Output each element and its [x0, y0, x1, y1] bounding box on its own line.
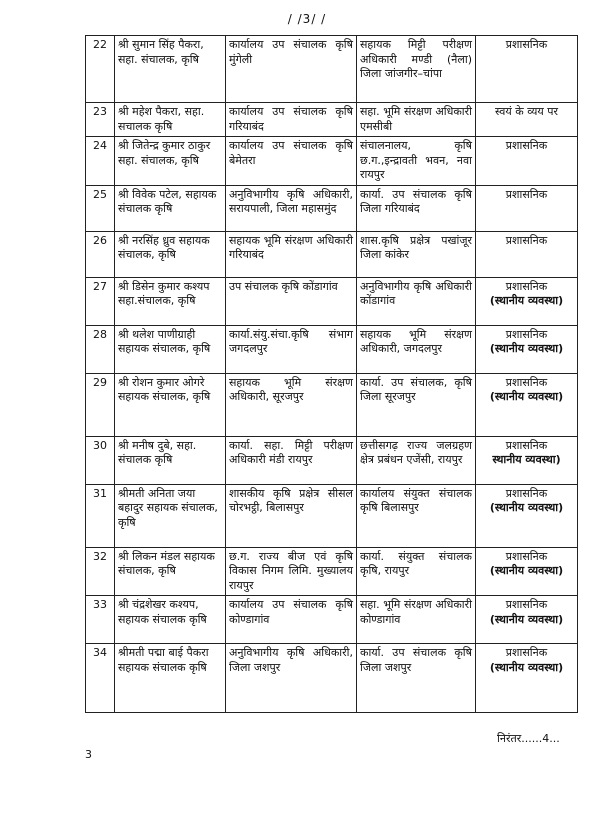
new-posting: सहा. भूमि संरक्षण अधिकारी एमसीबी — [357, 103, 476, 137]
reason-note: स्थानीय व्यवस्था) — [492, 453, 561, 466]
page-number: 3 — [85, 748, 92, 761]
reason-text: प्रशासनिक — [505, 486, 548, 500]
new-posting: अनुविभागीय कृषि अधिकारी कोंडागांव — [357, 277, 476, 325]
current-posting: शासकीय कृषि प्रक्षेत्र सीसल चोरभट्ठी, बिलासपुर — [226, 484, 357, 547]
serial-number: 30 — [86, 436, 115, 484]
current-posting: कार्यालय उप संचालक कृषि कोण्डागांव — [226, 596, 357, 644]
serial-number: 24 — [86, 137, 115, 186]
current-posting: कार्यालय उप संचालक कृषि मुंगेली — [226, 36, 357, 103]
reason-text: प्रशासनिक — [505, 438, 548, 452]
table-row — [86, 36, 578, 103]
officer-name: श्री जितेन्द्र कुमार ठाकुर सहा. संचालक, कृषि — [115, 137, 226, 186]
current-posting: अनुविभागीय कृषि अधिकारी, जिला जशपुर — [226, 644, 357, 713]
current-posting: कार्या.संयु.संचा.कृषि संभाग जगदलपुर — [226, 325, 357, 373]
table-row — [86, 137, 578, 186]
reason-note: (स्थानीय व्यवस्था) — [489, 294, 564, 307]
table-row — [86, 644, 578, 713]
reason-note: (स्थानीय व्यवस्था) — [489, 342, 564, 355]
reason-text: प्रशासनिक — [505, 646, 548, 659]
new-posting: सहायक मिट्टी परीक्षण अधिकारी मण्डी (नैला) जिला जांजगीर–चांपा — [357, 36, 476, 103]
table-row — [86, 373, 578, 436]
transfer-reason — [476, 103, 578, 137]
serial-number: 34 — [86, 644, 115, 713]
reason-note: (स्थानीय व्यवस्था) — [489, 612, 564, 626]
serial-number: 26 — [86, 231, 115, 277]
serial-number: 25 — [86, 185, 115, 231]
transfer-reason — [476, 277, 578, 325]
reason-text: प्रशासनिक — [505, 279, 548, 293]
reason-note: (स्थानीय व्यवस्था) — [489, 390, 564, 403]
officer-name: श्री लिकन मंडल सहायक संचालक, कृषि — [115, 547, 226, 596]
transfer-reason — [476, 185, 578, 231]
current-posting: अनुविभागीय कृषि अधिकारी, सरायपाली, जिला महासमुंद — [226, 185, 357, 231]
new-posting: संचालनालय, कृषि छ.ग.,इन्द्रावती भवन, नवा रायपुर — [357, 137, 476, 186]
new-posting: कार्या. उप संचालक कृषि जिला जशपुर — [357, 644, 476, 713]
transfer-reason — [476, 596, 578, 644]
serial-number: 29 — [86, 373, 115, 436]
transfer-reason — [476, 373, 578, 436]
transfer-reason — [476, 484, 578, 547]
reason-note: (स्थानीय व्यवस्था) — [489, 564, 564, 577]
new-posting: कार्या. उप संचालक, कृषि जिला सूरजपुर — [357, 373, 476, 436]
serial-number: 31 — [86, 484, 115, 547]
reason-text: प्रशासनिक — [505, 375, 548, 389]
officer-name: श्रीमती पद्मा बाई पैकरा सहायक संचालक कृषि — [115, 644, 226, 713]
serial-number: 33 — [86, 596, 115, 644]
new-posting: कार्या. संयुक्त संचालक कृषि, रायपुर — [357, 547, 476, 596]
table-row — [86, 185, 578, 231]
officer-name: श्री मनीष दुबे, सहा. संचालक कृषि — [115, 436, 226, 484]
transfer-reason — [476, 137, 578, 186]
current-posting: कार्या. सहा. मिट्टी परीक्षण अधिकारी मंडी रायपुर — [226, 436, 357, 484]
continued-note: निरंतर......4... — [497, 732, 560, 745]
new-posting: शास.कृषि प्रक्षेत्र पखांजूर जिला कांकेर — [357, 231, 476, 277]
reason-text: प्रशासनिक — [505, 598, 548, 611]
table-row — [86, 484, 578, 547]
current-posting: सहायक भूमि संरक्षण अधिकारी गरियाबंद — [226, 231, 357, 277]
new-posting: सहायक भूमि संरक्षण अधिकारी, जगदलपुर — [357, 325, 476, 373]
table-row — [86, 103, 578, 137]
reason-text: प्रशासनिक — [505, 549, 548, 563]
table-row — [86, 231, 578, 277]
officer-name: श्री विवेक पटेल, सहायक संचालक कृषि — [115, 185, 226, 231]
table-row — [86, 547, 578, 596]
current-posting: कार्यालय उप संचालक कृषि गरियाबंद — [226, 103, 357, 137]
new-posting: सहा. भूमि संरक्षण अधिकारी कोण्डागांव — [357, 596, 476, 644]
officer-name: श्री थलेश पाणीग्राही सहायक संचालक, कृषि — [115, 325, 226, 373]
table-row — [86, 436, 578, 484]
serial-number: 22 — [86, 36, 115, 103]
officer-name: श्री महेश पैकरा, सहा. सचालक कृषि — [115, 103, 226, 137]
officer-name: श्री नरसिंह ध्रुव सहायक संचालक, कृषि — [115, 231, 226, 277]
current-posting: छ.ग. राज्य बीज एवं कृषि विकास निगम लिमि. मुख्यालय रायपुर — [226, 547, 357, 596]
serial-number: 28 — [86, 325, 115, 373]
current-posting: कार्यालय उप संचालक कृषि बेमेतरा — [226, 137, 357, 186]
reason-text: प्रशासनिक — [505, 233, 548, 247]
reason-text: प्रशासनिक — [505, 187, 548, 201]
serial-number: 32 — [86, 547, 115, 596]
transfer-reason — [476, 231, 578, 277]
officer-name: श्री चंद्रशेखर कश्यप, सहायक संचालक कृषि — [115, 596, 226, 644]
transfer-table — [85, 35, 578, 713]
reason-text: प्रशासनिक — [505, 327, 548, 341]
transfer-reason — [476, 325, 578, 373]
serial-number: 23 — [86, 103, 115, 137]
table-row — [86, 596, 578, 644]
reason-text: प्रशासनिक — [505, 139, 548, 152]
reason-text: प्रशासनिक — [505, 38, 548, 51]
transfer-reason — [476, 547, 578, 596]
serial-number: 27 — [86, 277, 115, 325]
officer-name: श्री रोशन कुमार ओगरे सहायक संचालक, कृषि — [115, 373, 226, 436]
transfer-reason — [476, 436, 578, 484]
new-posting: कार्यालय संयुक्त संचालक कृषि बिलासपुर — [357, 484, 476, 547]
reason-note: (स्थानीय व्यवस्था) — [489, 501, 564, 514]
current-posting: उप संचालक कृषि कोंडागांव — [226, 277, 357, 325]
new-posting: कार्या. उप संचालक कृषि जिला गरियाबंद — [357, 185, 476, 231]
new-posting: छत्तीसगढ़ राज्य जलग्रहण क्षेत्र प्रबंधन एजेंसी, रायपुर — [357, 436, 476, 484]
officer-name: श्री सुमान सिंह पैकरा, सहा. संचालक, कृषि — [115, 36, 226, 103]
reason-text: स्वयं के व्यय पर — [495, 105, 558, 118]
current-posting: सहायक भूमि संरक्षण अधिकारी, सूरजपुर — [226, 373, 357, 436]
page-marker: / /3/ / — [287, 12, 327, 26]
officer-name: श्री डिसेन कुमार कश्यप सहा.संचालक, कृषि — [115, 277, 226, 325]
transfer-reason — [476, 36, 578, 103]
transfer-reason — [476, 644, 578, 713]
table-row — [86, 277, 578, 325]
officer-name: श्रीमती अनिता जया बहादुर सहायक संचालक, कृषि — [115, 484, 226, 547]
table-row — [86, 325, 578, 373]
reason-note: (स्थानीय व्यवस्था) — [489, 660, 564, 674]
